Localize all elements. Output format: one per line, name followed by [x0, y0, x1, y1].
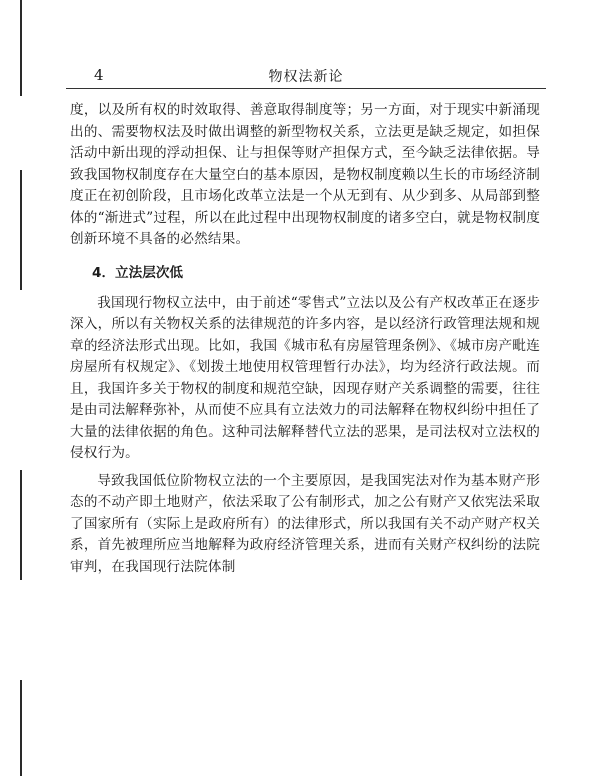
body-paragraph: 度，以及所有权的时效取得、善意取得制度等；另一方面，对于现实中新涌现出的、需要物权法及时做出调整的新型物权关系，立法更是缺乏规定，如担保活动中新出现的浮动担保、让与担保等财产担保方式，至今缺乏法律依据。导致我国物权制度存在大量空白的基本原因，是物权制度赖以生长的市场经济制度正在初创阶段，且市场化改革立法是一个从无到有、从少到多、从局部到整体的“渐进式”过程，所以在此过程中出现物权制度的诸多空白，就是物权制度创新环境不具备的必然结果。 [70, 102, 540, 247]
scan-edge-mark [20, 170, 22, 290]
running-title: 物权法新论 [268, 69, 344, 85]
scan-edge-mark [20, 680, 22, 776]
section-heading: 4．立法层次低 [92, 264, 184, 281]
scan-edge-mark [20, 470, 22, 580]
body-paragraph: 我国现行物权立法中，由于前述“零售式”立法以及公有产权改革正在逐步深入，所以有关物权关系的法律规范的许多内容，是以经济行政管理法规和规章的经济法形式出现。比如，我国《城市私有房屋管理条例》、《城市房产毗连房屋所有权规定》、《划拨土地使用权管理暂行办法》，均为经济行政法规。而且，我国许多关于物权的制度和规范空缺，因现存财产关系调整的需要，往往是由司法解释弥补，从而使不应具有立法效力的司法解释在物权纠纷中担任了大量的法律依据的角色。这种司法解释替代立法的恶果，是司法权对立法权的侵权行为。 [70, 294, 540, 461]
page-body [70, 100, 540, 578]
running-header [66, 64, 546, 89]
body-paragraph: 导致我国低位阶物权立法的一个主要原因，是我国宪法对作为基本财产形态的不动产即土地财产，依法采取了公有制形式，加之公有财产又依宪法采取了国家所有（实际上是政府所有）的法律形式，所以我国有关不动产财产权关系，首先被理所应当地解释为政府经济管理关系，进而有关财产权纠纷的法院审判，在我国现行法院体制 [70, 472, 540, 575]
scan-edge-mark [20, 0, 22, 96]
page-number: 4 [94, 66, 104, 84]
